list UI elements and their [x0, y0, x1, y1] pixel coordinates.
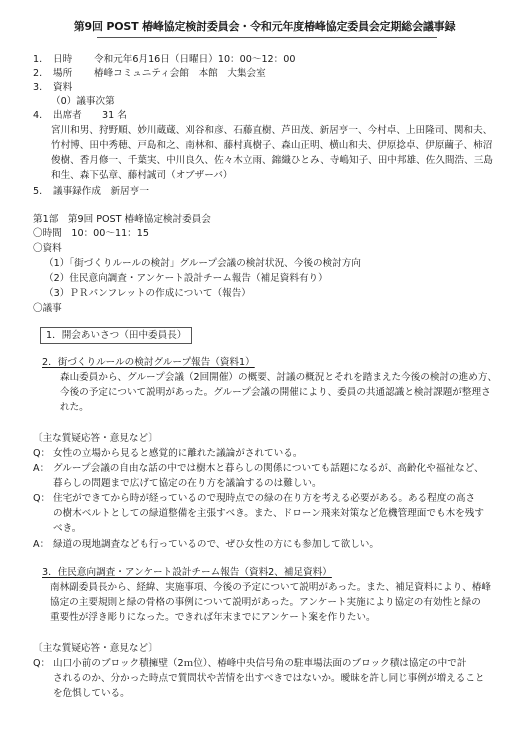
- qa-mark: Q：: [33, 448, 51, 459]
- secretary-num: 5.: [33, 186, 43, 197]
- secretary-text: 議事録作成 新居亨一: [53, 186, 149, 197]
- meta-materials-num: 3.: [33, 82, 43, 93]
- qa-text: 暮らしの問題まで広げて協定の在り方を議論するのは難しい。: [53, 478, 322, 489]
- meta-attendees-num: 4.: [33, 110, 43, 121]
- item2-body-line: 森山委員から、グループ会議（2回開催）の概要、討議の概況とそれを踏まえた今後の検討の進め方、: [60, 372, 498, 383]
- part1-agenda-label: 〇議事: [33, 303, 62, 314]
- agenda-item-1-box: [40, 327, 192, 344]
- agenda-item-1: 1．開会あいさつ（田中委員長）: [46, 330, 187, 341]
- part1-time: 〇時間 10：00～11：15: [33, 228, 149, 239]
- attendee-line: 和生、森下弘章、藤村誠司（オブザーバ）: [51, 170, 233, 181]
- part1-material-item: （1）「街づくりルールの検討」グループ会議の検討状況、今後の検討方向: [44, 258, 361, 269]
- item3-body-line: 協定の主要規則と緑の骨格の事例について説明があった。アンケート実施により協定の有効性と緑の: [50, 597, 481, 608]
- meta-date-num: 1.: [33, 54, 43, 65]
- meta-place-value: 椿峰コミュニティ会館 本館 大集会室: [94, 68, 266, 79]
- qa-mark: A：: [33, 539, 50, 550]
- agenda-item-2-heading: 2．街づくりルールの検討グループ報告（資料1）: [42, 357, 255, 368]
- attendee-line: 俊樹、香月修一、千葉実、中川良久、佐々木立雨、錦織ひとみ、寺嶋知子、田中邦雄、佐久間浩、三島: [51, 155, 493, 166]
- qa-text: 女性の立場から見ると感覚的に離れた議論がされている。: [53, 448, 303, 459]
- part1-material-item: （2）住民意向調査・アンケート設計チーム報告（補足資料有り）: [44, 273, 328, 284]
- meta-place-label: 場所: [53, 68, 73, 79]
- title-underline: [97, 37, 437, 38]
- qa-text: グループ会議の自由な話の中では樹木と暮らしの関係についても話題になるが、高齢化や福祉など、: [53, 463, 484, 474]
- meta-materials-item: （0）議事次第: [51, 96, 115, 107]
- qa-text: 住宅ができてから時が経っているので現時点での緑の在り方を考える必要がある。ある程度の高さ: [53, 493, 476, 504]
- qa-text: の樹木ベルトとしての緑道整備を主張すべき。また、ドローン飛来対策など危機管理面でも木を残す: [53, 508, 484, 519]
- qa-text: 緑道の現地調査なども行っているので、ぜひ女性の方にも参加して欲しい。: [53, 539, 379, 550]
- qa-mark: Q：: [33, 658, 51, 669]
- meta-place-num: 2.: [33, 68, 43, 79]
- item2-qa-label: 〔主な質疑応答・意見など〕: [33, 433, 158, 444]
- document-title: 第9回 POST 椿峰協定検討委員会・令和元年度椿峰協定委員会定期総会議事録: [73, 20, 456, 33]
- qa-text: を危惧している。: [53, 688, 130, 699]
- qa-mark: Q：: [33, 493, 51, 504]
- qa-text: べき。: [53, 523, 82, 534]
- meta-date-value: 令和元年6月16日（日曜日）10：00～12：00: [94, 54, 296, 65]
- part1-material-item: （3）ＰＲパンフレットの作成について（報告）: [44, 288, 251, 299]
- qa-text: 山口小前のブロック積擁壁（2ｍ位）、椿峰中央信号角の駐車場法面のブロック積は協定の中で計: [53, 658, 467, 669]
- item3-body-line: 南林副委員長から、経緯、実施事項、今後の予定について説明があった。また、補足資料により、椿峰: [50, 582, 492, 593]
- item2-body-line: れた。: [60, 402, 89, 413]
- item3-body-line: 重要性が浮き彫りになった。できれば年末までにアンケート案を作りたい。: [50, 612, 376, 623]
- part1-materials-label: 〇資料: [33, 243, 62, 254]
- meta-materials-label: 資料: [53, 82, 73, 93]
- agenda-item-3-heading: 3．住民意向調査・アンケート設計チーム報告（資料2、補足資料）: [42, 567, 332, 578]
- meta-attendees-count: 31 名: [102, 110, 127, 121]
- attendee-line: 竹村博、田中秀穂、戸島和之、南林和、藤村真樹子、森山正明、横山和夫、伊原捻卓、伊原繭子、柿沼: [51, 140, 493, 151]
- attendee-line: 宮川和男、狩野順、妙川蔵蔵、刈谷和彦、石藤直樹、芦田茂、新居亨一、今村卓、上田隆司、関和夫、: [51, 125, 493, 136]
- meta-date-label: 日時: [53, 54, 73, 65]
- qa-mark: A：: [33, 463, 50, 474]
- meta-attendees-label: 出席者: [53, 110, 82, 121]
- item2-body-line: 今後の予定について説明があった。グループ会議の開催により、委員の共通認識と検討課題が整理さ: [60, 387, 491, 398]
- item3-qa-label: 〔主な質疑応答・意見など〕: [33, 643, 158, 654]
- qa-text: されるのか、分かった時点で質問状や苦情を出すべきではないか。曖昧を許し同じ事例が増えること: [53, 673, 485, 684]
- part1-heading: 第1部 第9回 POST 椿峰協定検討委員会: [33, 214, 211, 225]
